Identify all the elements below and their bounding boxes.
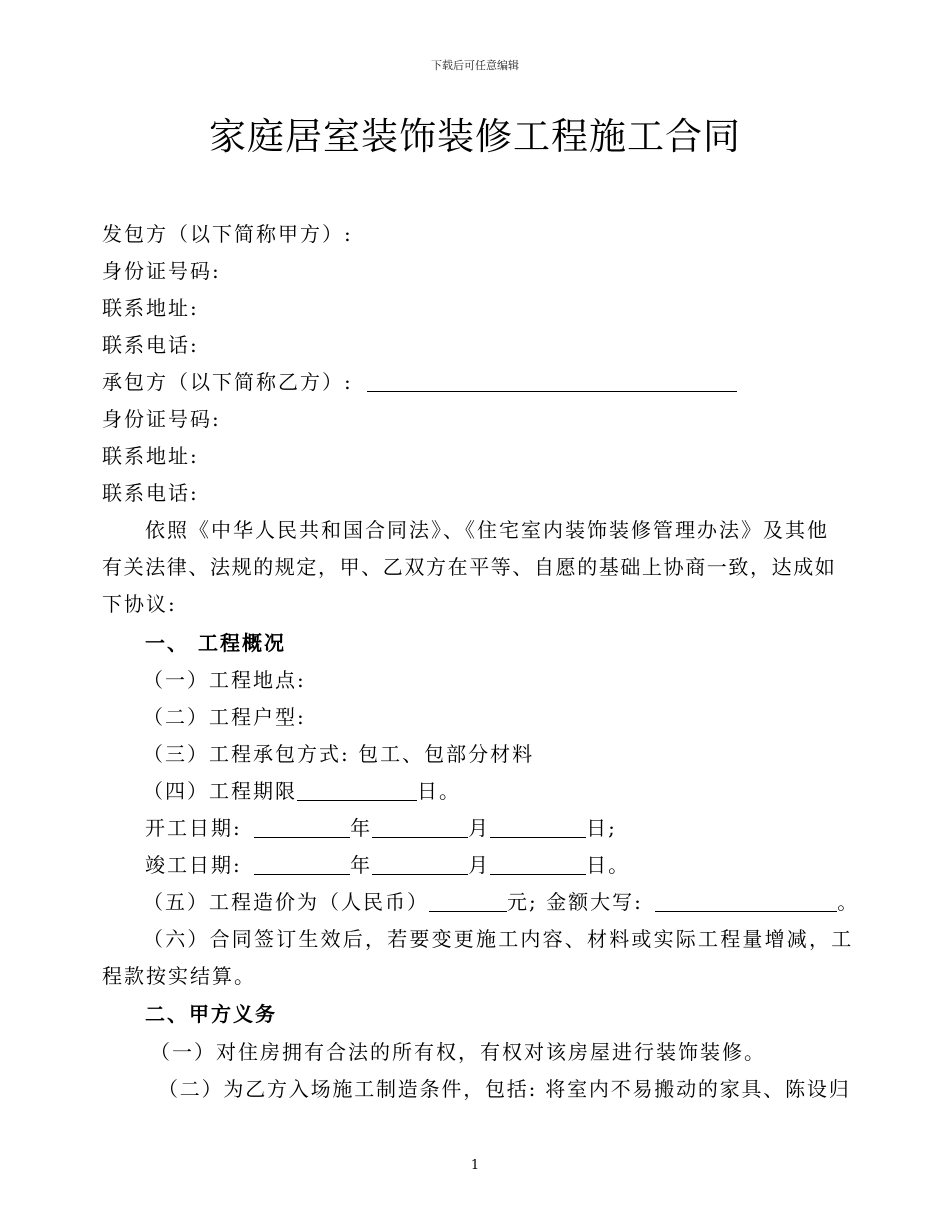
start-year-unit: 年 <box>350 816 373 840</box>
section-1-item-1: （一）工程地点: <box>143 668 306 692</box>
party-a-id-line: 身份证号码: <box>102 259 221 283</box>
start-month-blank <box>372 819 468 838</box>
section-1-heading: 一、 工程概况 <box>145 631 286 655</box>
section-1-item-6-line-2: 程款按实结算。 <box>102 964 256 988</box>
section-1-item-2: （二）工程户型: <box>143 705 306 729</box>
item-4-suffix: 日。 <box>417 779 461 803</box>
party-a-phone-line: 联系电话: <box>102 333 199 357</box>
end-month-unit: 月 <box>468 853 491 877</box>
start-day-blank <box>490 819 586 838</box>
section-1-item-5 <box>143 886 859 915</box>
start-month-unit: 月 <box>468 816 491 840</box>
price-amount-blank <box>429 893 507 912</box>
section-2-item-1: （一）对住房拥有合法的所有权，有权对该房屋进行装饰装修。 <box>150 1040 766 1064</box>
party-a-name-line: 发包方（以下简称甲方）: <box>102 222 353 246</box>
page-number: 1 <box>470 1158 480 1173</box>
price-words-blank <box>655 893 837 912</box>
section-1-item-3: （三）工程承包方式: 包工、包部分材料 <box>143 742 535 766</box>
item-4-prefix: （四）工程期限 <box>143 779 297 803</box>
party-b-name-line <box>102 366 737 395</box>
start-year-blank <box>254 819 350 838</box>
end-day-blank <box>490 856 586 875</box>
end-year-blank <box>254 856 350 875</box>
start-date-label: 开工日期: <box>145 816 242 840</box>
item-5-end: 。 <box>837 890 860 914</box>
party-b-address-line: 联系地址: <box>102 444 199 468</box>
intro-line-3: 下协议: <box>102 592 177 616</box>
item-5-prefix: （五）工程造价为（人民币） <box>143 890 429 914</box>
end-day-unit: 日。 <box>586 853 631 877</box>
start-date-line <box>145 812 617 841</box>
end-date-label: 竣工日期: <box>145 853 242 877</box>
party-b-id-line: 身份证号码: <box>102 407 221 431</box>
intro-line-1: 依照《中华人民共和国合同法》、《住宅室内装饰装修管理办法》及其他 <box>145 518 829 542</box>
intro-line-2: 有关法律、法规的规定，甲、乙双方在平等、自愿的基础上协商一致，达成如 <box>102 555 837 579</box>
section-2-item-2: （二）为乙方入场施工制造条件，包括: 将室内不易搬动的家具、陈设归 <box>158 1077 851 1101</box>
end-date-line <box>145 849 630 878</box>
section-2-heading: 二、甲方义务 <box>145 1002 277 1026</box>
end-month-blank <box>372 856 468 875</box>
party-b-name-blank <box>367 373 737 392</box>
party-b-name-label: 承包方（以下简称乙方）: <box>102 370 353 394</box>
section-1-item-6-line-1: （六）合同签订生效后，若要变更施工内容、材料或实际工程量增减，工 <box>143 927 854 951</box>
item-5-mid: 元; 金额大写: <box>507 890 643 914</box>
period-days-blank <box>297 782 417 801</box>
section-1-item-4 <box>143 775 461 804</box>
party-a-address-line: 联系地址: <box>102 296 199 320</box>
end-year-unit: 年 <box>350 853 373 877</box>
header-note: 下载后可任意编辑 <box>431 59 519 72</box>
start-day-unit: 日; <box>586 816 617 840</box>
contract-title: 家庭居室装饰装修工程施工合同 <box>209 115 741 158</box>
party-b-phone-line: 联系电话: <box>102 481 199 505</box>
